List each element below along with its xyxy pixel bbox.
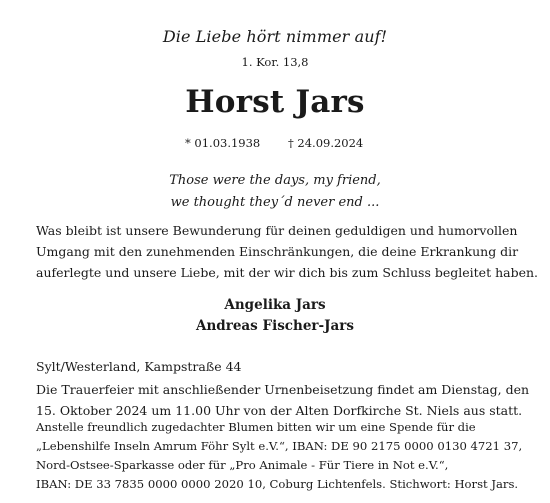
- funeral-line: Die Trauerfeier mit anschließender Urnenbeisetzung findet am Dienstag, den: [36, 382, 530, 397]
- donation-line: IBAN: DE 33 7835 0000 0000 2020 10, Coburg Lichtenfels. Stichwort: Horst Jars.: [36, 477, 519, 491]
- funeral-info: [36, 379, 530, 421]
- donation-request: [36, 418, 526, 494]
- donation-line: „Lebenshilfe Inseln Amrum Föhr Sylt e.V.“, IBAN: DE 90 2175 0000 0130 4721 37,: [36, 439, 523, 453]
- mourner-name: Angelika Jars: [224, 297, 326, 313]
- mourner-address: Sylt/Westerland, Kampstraße 44: [36, 359, 242, 374]
- verse-reference: 1. Kor. 13,8: [241, 55, 309, 69]
- tribute-line: Umgang mit den zunehmenden Einschränkungen, die deine Erkrankung dir: [36, 244, 519, 259]
- quote-line-2: we thought they´d never end ...: [170, 195, 380, 210]
- deceased-name: Horst Jars: [185, 84, 365, 120]
- donation-line: Nord-Ostsee-Sparkasse oder für „Pro Animale - Für Tiere in Not e.V.“,: [36, 458, 449, 472]
- donation-line: Anstelle freundlich zugedachter Blumen bitten wir um eine Spende für die: [36, 420, 476, 434]
- death-date: † 24.09.2024: [288, 136, 364, 150]
- funeral-line: 15. Oktober 2024 um 11.00 Uhr von der Alten Dorfkirche St. Niels aus statt.: [36, 403, 523, 418]
- tribute-line: auferlegte und unsere Liebe, mit der wir dich bis zum Schluss begleitet haben.: [36, 265, 538, 280]
- tribute-line: Was bleibt ist unsere Bewunderung für deinen geduldigen und humorvollen: [36, 223, 518, 238]
- birth-date: * 01.03.1938: [185, 136, 261, 150]
- tribute-paragraph: [36, 220, 538, 283]
- quote-line-1: Those were the days, my friend,: [169, 173, 381, 188]
- bible-verse: Die Liebe hört nimmer auf!: [162, 27, 388, 46]
- mourner-name: Andreas Fischer-Jars: [196, 318, 354, 334]
